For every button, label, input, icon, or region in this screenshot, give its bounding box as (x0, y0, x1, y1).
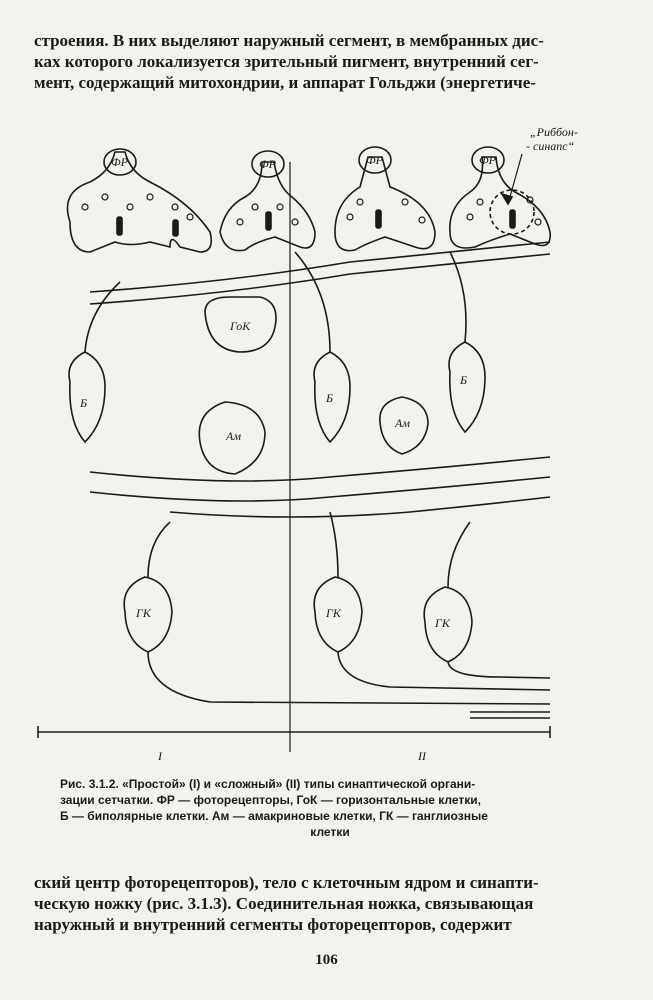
label-am: Ам (395, 416, 410, 430)
text-line: строения. В них выделяют наружный сегмент, в мембранных дис- (34, 31, 544, 50)
amacrine-cell-1 (199, 402, 265, 474)
horizontal-cell (205, 297, 276, 352)
horizontal-process (90, 254, 550, 304)
label-b: Б (460, 373, 468, 387)
inner-plexiform-process (90, 477, 550, 501)
label-gk: ГК (136, 606, 151, 620)
text-line: наружный и внутренний сегменты фоторецепторов, содержит (34, 915, 512, 934)
bipolar-cell-3 (449, 252, 485, 432)
page-number: 106 (315, 952, 338, 968)
caption-line: клетки (310, 825, 350, 839)
panel-label-ii: II (418, 749, 426, 763)
label-b: Б (80, 396, 88, 410)
text-line: мент, содержащий митохондрии, и аппарат Гольджи (энергетиче- (34, 73, 536, 92)
bottom-paragraph (34, 872, 614, 935)
inner-plexiform-process (170, 497, 550, 517)
label-gk: ГК (435, 616, 450, 630)
label-b: Б (326, 391, 334, 405)
text-line: ческую ножку (рис. 3.1.3). Соединительная ножка, связывающая (34, 894, 534, 913)
bipolar-cell-1 (69, 282, 120, 442)
label-gk: ГК (326, 606, 341, 620)
ribbon-annotation-line: „Риббон- (530, 125, 578, 139)
label-am: Ам (226, 429, 241, 443)
ribbon-annotation-line: - синапс“ (526, 139, 575, 153)
label-gok: ГоК (230, 319, 251, 333)
panel-label-i: I (158, 749, 162, 763)
text-line: ках которого локализуется зрительный пигмент, внутренний сег- (34, 52, 539, 71)
caption-line: зации сетчатки. ФР — фоторецепторы, ГоК — горизонтальные клетки, (60, 793, 481, 807)
label-fr: ФР (479, 153, 496, 167)
photoreceptor-4 (450, 147, 550, 248)
photoreceptor-1 (68, 149, 212, 252)
ganglion-cell-3 (424, 522, 550, 678)
caption-line: Рис. 3.1.2. «Простой» (I) и «сложный» (II) типы синаптической органи- (60, 777, 476, 791)
ribbons (117, 210, 515, 236)
label-fr: ФР (259, 157, 276, 171)
top-paragraph (34, 30, 614, 93)
text-line: ский центр фоторецепторов), тело с клеточным ядром и синапти- (34, 873, 539, 892)
photoreceptor-3 (335, 147, 435, 251)
figure-drawing (30, 112, 620, 772)
caption-line: Б — биполярные клетки. Ам — амакриновые клетки, ГК — ганглиозные (60, 809, 488, 823)
amacrine-cell-2 (380, 397, 428, 454)
ganglion-cell-2 (314, 512, 550, 690)
inner-plexiform-process (90, 457, 550, 481)
retina-synapse-figure (30, 112, 620, 772)
horizontal-process (90, 242, 550, 292)
figure-caption (60, 776, 600, 840)
label-fr: ФР (366, 153, 383, 167)
label-fr: ФР (111, 155, 128, 169)
